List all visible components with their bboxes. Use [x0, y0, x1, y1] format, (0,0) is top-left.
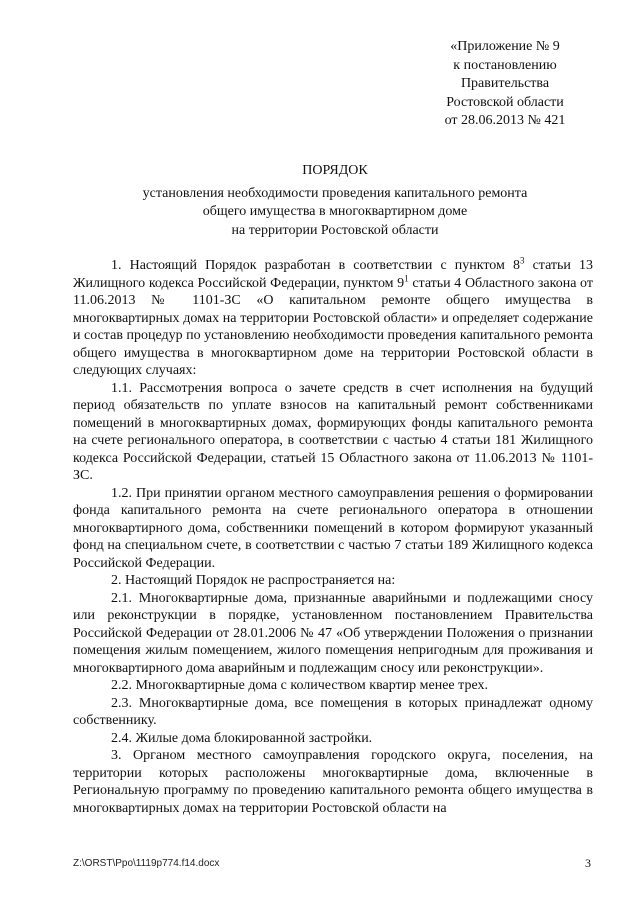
appendix-header — [420, 38, 590, 131]
paragraph-text: статьи 13 Жилищного кодекса Российской Федерации, пунктом 9 — [73, 258, 593, 291]
superscript: 3 — [519, 255, 525, 266]
paragraph-text: статьи 4 Областного закона от 11.06.2013 № 1101-ЗС «О капитальном ремонте общего имущества в многоквартирных домах на территории Ростовской области» и определяет содержание и состав процедур по установлению необходимости проведения капитального ремонта общего имущества в многоквартирном доме на территории Ростовской области в следующих случаях: — [73, 275, 593, 378]
paragraph-2-4: 2.4. Жилые дома блокированной застройки. — [111, 730, 373, 746]
appendix-line: «Приложение № 9 — [450, 39, 560, 54]
paragraph-text: 1. Настоящий Порядок разработан в соответствии с пунктом 8 — [111, 258, 520, 273]
paragraph-2-1: 2.1. Многоквартирные дома, признанные аварийными и подлежащими сносу или реконструкции в порядке, установленном постановлением Правительства Российской Федерации от 28.01.2006 № 47 «Об утверждении Положения о признании помещения жилым помещением, жилого помещения непригодным для проживания и многоквартирного дома аварийным и подлежащим сносу или реконструкции». — [73, 590, 593, 676]
appendix-line: к постановлению — [453, 57, 557, 73]
appendix-line: Ростовской области — [446, 94, 564, 110]
paragraph-1-2: 1.2. При принятии органом местного самоуправления решения о формировании фонда капитального ремонта на счете регионального оператора в отношении многоквартирного дома, собственники помещений в котором формируют указанный фонд на специальном счете, в соответствии с частью 7 статьи 189 Жилищного кодекса Российской Федерации. — [73, 485, 593, 571]
paragraph-1 — [73, 257, 593, 380]
document-body — [73, 257, 593, 817]
paragraph-3: 3. Органом местного самоуправления городского округа, поселения, на территории которых расположены многоквартирные дома, включенные в Региональную программу по проведению капитального ремонта общего имущества в многоквартирных домах на территории Ростовской области на — [73, 748, 593, 816]
footer-file-path: Z:\ORST\Ppo\1119p774.f14.docx — [73, 858, 220, 869]
paragraph-2: 2. Настоящий Порядок не распространяется на: — [111, 573, 396, 588]
paragraph-2-3: 2.3. Многоквартирные дома, все помещения в которых принадлежат одному собственнику. — [73, 695, 593, 728]
title-line: общего имущества в многоквартирном доме — [202, 204, 468, 219]
page-number: 3 — [585, 856, 591, 870]
document-title — [80, 162, 590, 240]
appendix-line: Правительства — [460, 76, 550, 91]
paragraph-1-1: 1.1. Рассмотрения вопроса о зачете средств в счет исполнения на будущий период обязательств по уплате взносов на капитальный ремонт собственниками помещений в многоквартирных домах, формирующих фонды капитального ремонта на счете регионального оператора, в соответствии с частью 4 статьи 181 Жилищного кодекса Российской Федерации, статьей 15 Областного закона от 11.06.2013 № 1101-ЗС. — [73, 380, 593, 483]
appendix-line: от 28.06.2013 № 421 — [444, 113, 566, 128]
title-line: на территории Ростовской области — [231, 222, 439, 238]
title-main: ПОРЯДОК — [302, 163, 368, 178]
title-line: установления необходимости проведения капитального ремонта — [142, 185, 528, 201]
paragraph-2-2: 2.2. Многоквартирные дома с количеством квартир менее трех. — [111, 678, 488, 693]
superscript: 1 — [404, 272, 409, 283]
